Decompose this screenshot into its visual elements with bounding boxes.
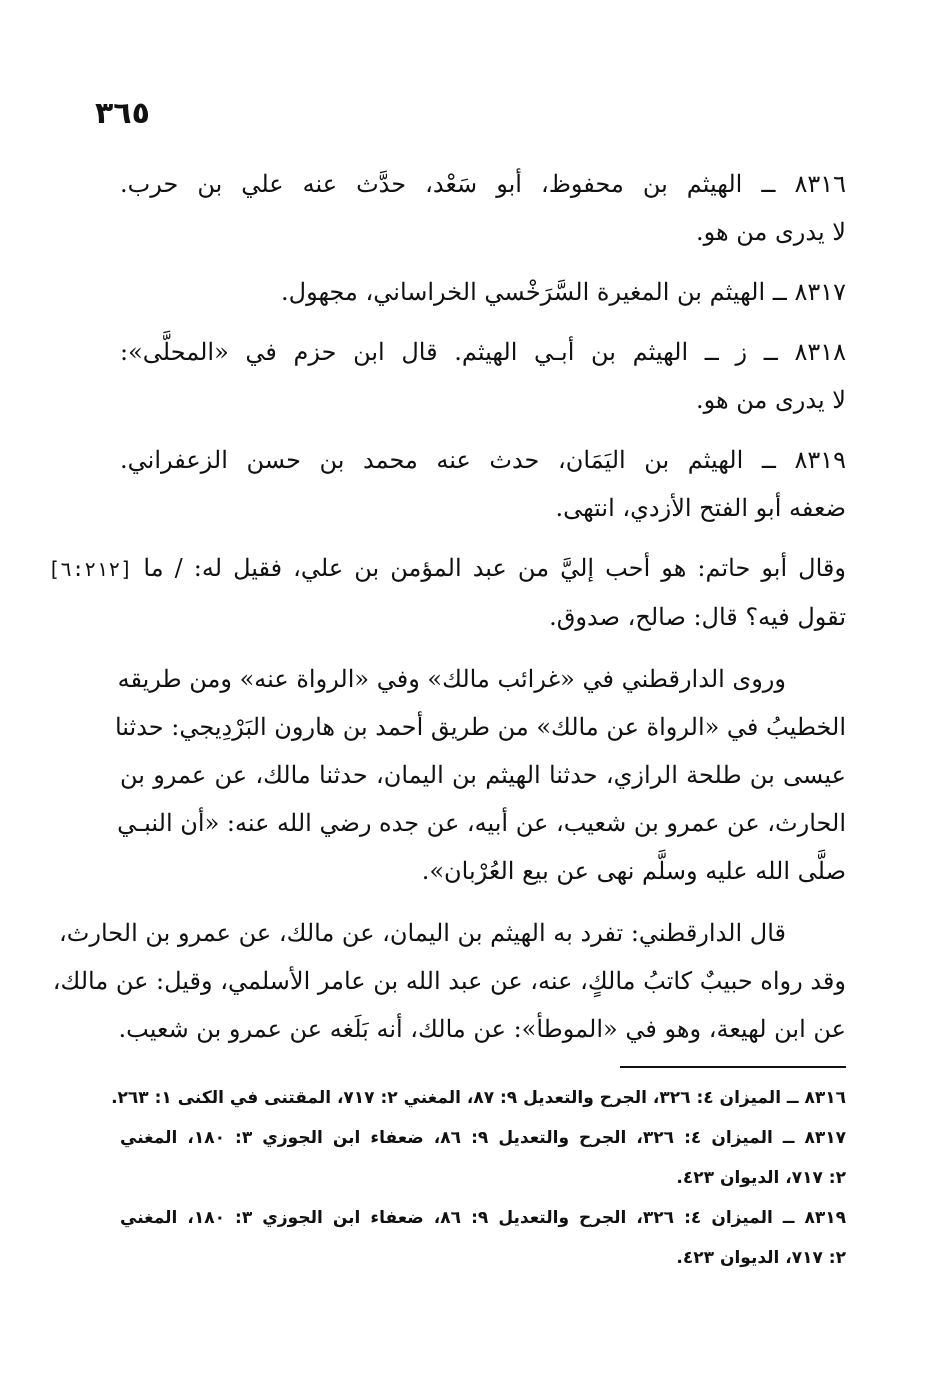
entry-8318 (120, 328, 846, 424)
entry-line: ٨٣١٨ ــ ز ــ الهيثم بن أبـي الهيثم. قال ابن حزم في «المحلَّى»: (120, 338, 846, 366)
footnote-line: ٨٣١٦ ــ الميزان ٤: ٣٢٦، الجرح والتعديل ٩: ٨٧، المغني ٢: ٧١٧، المقتنى في الكنى ١: ٢٦٣. (111, 1088, 846, 1108)
footnote-8319 (120, 1198, 846, 1278)
paragraph-line: وقد رواه حبيبٌ كاتبُ مالكٍ، عنه، عن عبد الله بن عامر الأسلمي، وقيل: عن مالك، (52, 967, 846, 995)
footnote-divider (620, 1066, 846, 1068)
entry-line: ٨٣١٦ ــ الهيثم بن محفوظ، أبو سَعْد، حدَّث عنه علي بن حرب. (120, 170, 846, 198)
abu-hatim-line (48, 544, 846, 593)
paragraph-line: عيسى بن طلحة الرازي، حدثنا الهيثم بن اليمان، حدثنا مالك، عن عمرو بن (120, 761, 846, 789)
paragraph-line: قال الدارقطني: تفرد به الهيثم بن اليمان، عن مالك، عن عمرو بن الحارث، (59, 919, 786, 947)
footnote-line: ٨٣١٧ ــ الميزان ٤: ٣٢٦، الجرح والتعديل ٩: ٨٦، ضعفاء ابن الجوزي ٣: ١٨٠، المغني (120, 1128, 847, 1148)
footnote-8317 (120, 1118, 846, 1198)
daraqutni-comment-paragraph (52, 909, 846, 1053)
abu-hatim-paragraph (48, 544, 846, 641)
paragraph-line: صلَّى الله عليه وسلَّم نهى عن بيع العُرْبان». (421, 857, 846, 885)
footnotes (111, 1078, 847, 1278)
main-text (48, 160, 846, 1067)
entry-line: ٨٣١٧ ــ الهيثم بن المغيرة السَّرَخْسي الخراساني، مجهول. (281, 278, 846, 306)
entry-8316 (120, 160, 846, 256)
entry-line: ضعفه أبو الفتح الأزدي، انتهى. (555, 494, 846, 522)
entry-line: ٨٣١٩ ــ الهيثم بن اليَمَان، حدث عنه محمد بن حسن الزعفراني. (120, 446, 846, 474)
paragraph-line: وروى الدارقطني في «غرائب مالك» وفي «الرواة عنه» ومن طريقه (117, 665, 786, 693)
entry-8319 (120, 436, 846, 532)
entry-line: لا يدرى من هو. (695, 218, 846, 246)
footnote-line: ٢: ٧١٧، الديوان ٤٢٣. (676, 1248, 846, 1268)
abu-hatim-line: تقول فيه؟ قال: صالح، صدوق. (549, 603, 846, 631)
paragraph-line: الخطيبُ في «الرواة عن مالك» من طريق أحمد بن هارون البَرْدِيجي: حدثنا (114, 713, 846, 741)
footnote-8316 (111, 1078, 846, 1118)
daraqutni-report-paragraph (114, 655, 846, 895)
footnote-line: ٨٣١٩ ــ الميزان ٤: ٣٢٦، الجرح والتعديل ٩: ٨٦، ضعفاء ابن الجوزي ٣: ١٨٠، المغني (120, 1208, 847, 1228)
footnote-line: ٢: ٧١٧، الديوان ٤٢٣. (676, 1168, 846, 1188)
entry-line: لا يدرى من هو. (695, 386, 846, 414)
paragraph-line: الحارث، عن عمرو بن شعيب، عن أبيه، عن جده رضي الله عنه: «أن النبـي (117, 809, 846, 837)
page-number: ٣٦٥ (95, 96, 150, 131)
page-reference: [٦:٢١٢] (48, 557, 133, 581)
abu-hatim-text: وقال أبو حاتم: هو أحب إليَّ من عبد المؤمن بن علي، فقيل له: / ما (143, 554, 846, 582)
paragraph-line: عن ابن لهيعة، وهو في «الموطأ»: عن مالك، أنه بَلَغه عن عمرو بن شعيب. (118, 1015, 846, 1043)
entry-8317 (120, 268, 846, 316)
